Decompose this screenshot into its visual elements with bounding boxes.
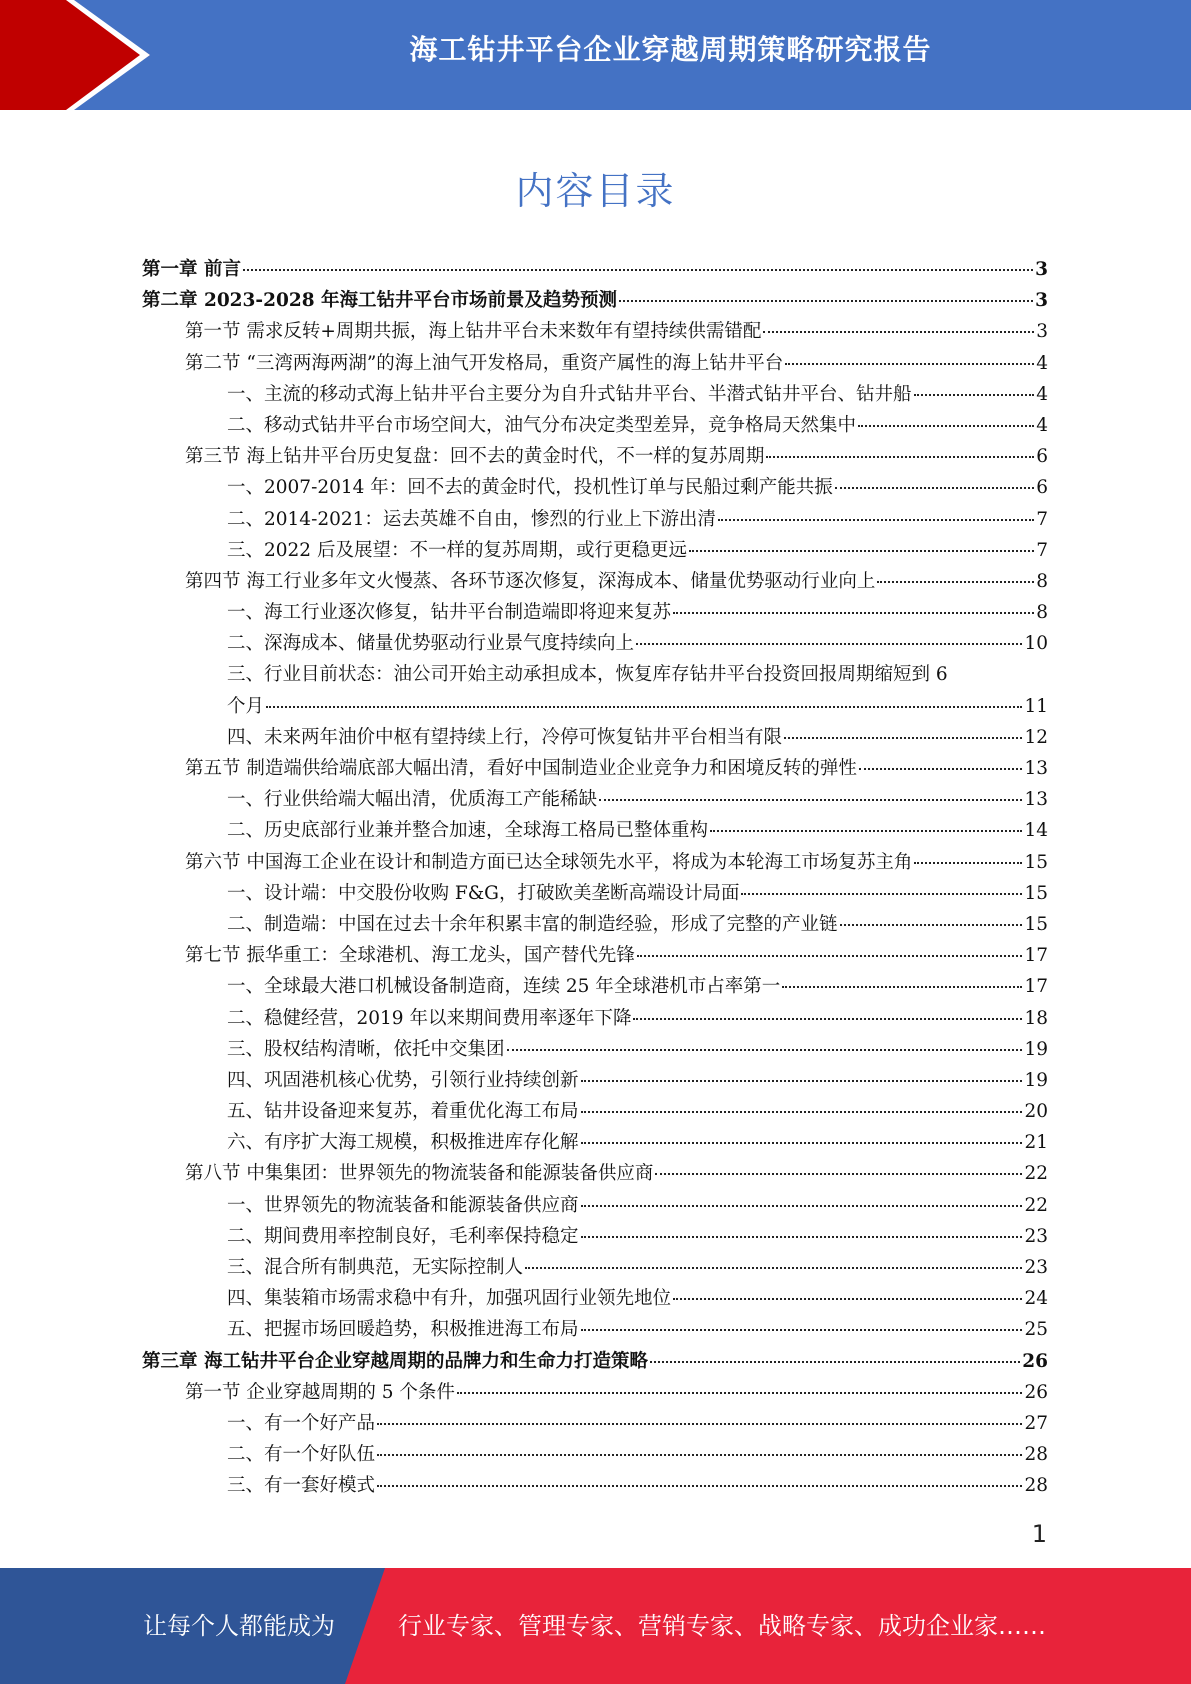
toc-entry[interactable] (142, 472, 1048, 503)
toc-entry-page: 26 (1022, 1350, 1048, 1372)
toc-leader-dots (619, 300, 1033, 302)
page-header (0, 0, 1191, 110)
toc-entry-page: 19 (1024, 1069, 1048, 1091)
toc-entry[interactable] (142, 566, 1048, 597)
toc-entry-text: 五、钻井设备迎来复苏，着重优化海工布局 (227, 1101, 579, 1123)
toc-entry-page: 15 (1024, 882, 1048, 904)
toc-entry[interactable] (142, 940, 1048, 971)
toc-entry-page: 6 (1036, 477, 1048, 499)
toc-entry-text: 三、2022 后及展望：不一样的复苏周期，或行更稳更远 (227, 539, 687, 561)
toc-leader-dots (840, 924, 1023, 926)
toc-entry-page: 18 (1024, 1007, 1048, 1029)
toc-entry-text: 二、移动式钻井平台市场空间大，油气分布决定类型差异，竞争格局天然集中 (227, 414, 857, 436)
toc-leader-dots (581, 1236, 1023, 1238)
toc-entry[interactable] (142, 1221, 1048, 1252)
toc-entry[interactable] (142, 1190, 1048, 1221)
toc-entry[interactable] (142, 784, 1048, 815)
toc-entry[interactable] (142, 1252, 1048, 1283)
toc-entry-text: 一、世界领先的物流装备和能源装备供应商 (227, 1194, 579, 1216)
toc-leader-dots (377, 1454, 1022, 1456)
toc-leader-dots (581, 1080, 1023, 1082)
toc-entry[interactable] (142, 1065, 1048, 1096)
toc-entry-text: 个月 (227, 695, 265, 717)
toc-entry-text: 第五节 制造端供给端底部大幅出清，看好中国制造业企业竞争力和困境反转的弹性 (185, 758, 857, 779)
toc-entry-text: 一、行业供给端大幅出清，优质海工产能稀缺 (227, 789, 598, 811)
toc-entry-page: 4 (1036, 383, 1048, 405)
toc-entry-text: 二、有一个好队伍 (227, 1444, 376, 1466)
toc-leader-dots (636, 643, 1022, 645)
toc-entry-page: 19 (1024, 1038, 1048, 1060)
toc-leader-dots (784, 737, 1022, 739)
toc-entry-text: 二、历史底部行业兼并整合加速，全球海工格局已整体重构 (227, 820, 709, 842)
toc-leader-dots (581, 1329, 1023, 1331)
toc-entry-text: 第七节 振华重工：全球港机、海工龙头，国产替代先锋 (185, 945, 635, 967)
toc-entry-text: 五、把握市场回暖趋势，积极推进海工布局 (227, 1319, 579, 1341)
toc-entry-text: 四、未来两年油价中枢有望持续上行，冷停可恢复钻井平台相当有限 (227, 726, 783, 748)
toc-entry-page: 15 (1024, 913, 1048, 935)
toc-leader-dots (457, 1392, 1023, 1394)
toc-leader-dots (673, 1298, 1022, 1300)
toc-entry-page: 10 (1024, 633, 1048, 655)
toc-entry-page: 8 (1036, 602, 1048, 624)
toc-entry-page: 7 (1036, 539, 1048, 561)
toc-leader-dots (525, 1267, 1022, 1269)
toc-leader-dots (859, 768, 1023, 770)
toc-leader-dots (877, 581, 1034, 583)
toc-entry[interactable] (142, 1346, 1048, 1377)
toc-leader-dots (599, 799, 1022, 801)
toc-leader-dots (377, 1485, 1022, 1487)
toc-entry[interactable] (142, 691, 1048, 722)
toc-entry-text: 一、全球最大港口机械设备制造商，连续 25 年全球港机市占率第一 (227, 976, 781, 998)
toc-entry-text: 一、2007-2014 年：回不去的黄金时代，投机性订单与民船过剩产能共振 (227, 477, 833, 499)
toc-leader-dots (689, 550, 1034, 552)
toc-entry[interactable] (142, 878, 1048, 909)
toc-leader-dots (766, 456, 1034, 458)
toc-leader-dots (835, 487, 1034, 489)
toc-leader-dots (637, 955, 1023, 957)
toc-leader-dots (377, 1423, 1022, 1425)
page-number: 1 (1031, 1520, 1047, 1548)
toc-entry-page: 17 (1024, 945, 1048, 967)
toc-entry[interactable] (142, 1003, 1048, 1034)
toc-entry-page: 13 (1024, 758, 1048, 779)
toc-entry-page: 12 (1024, 726, 1048, 748)
toc-leader-dots (785, 363, 1034, 365)
toc-entry[interactable] (142, 1283, 1048, 1314)
toc-entry-text: 一、海工行业逐次修复，钻井平台制造端即将迎来复苏 (227, 602, 672, 624)
toc-entry-page: 28 (1024, 1475, 1048, 1497)
toc-leader-dots (673, 612, 1034, 614)
page-footer (0, 1568, 1191, 1684)
toc-leader-dots (581, 1142, 1023, 1144)
header-red-chevron (0, 0, 150, 110)
toc-heading: 内容目录 (515, 169, 676, 213)
toc-entry-page: 26 (1024, 1381, 1048, 1403)
toc-entry-page: 22 (1024, 1194, 1048, 1216)
toc-entry-text: 第一节 需求反转+周期共振，海上钻井平台未来数年有望持续供需错配 (185, 321, 762, 343)
footer-slogan-left: 让每个人都能成为 (143, 1612, 335, 1640)
toc-entry-text: 一、主流的移动式海上钻井平台主要分为自升式钻井平台、半潜式钻井平台、钻井船 (227, 383, 912, 405)
toc-entry-text: 三、有一套好模式 (227, 1475, 376, 1497)
toc-entry-page: 22 (1024, 1163, 1048, 1185)
toc-leader-dots (763, 331, 1034, 333)
toc-entry-page: 21 (1024, 1132, 1048, 1154)
toc-leader-dots (914, 862, 1022, 864)
toc-entry-text: 一、有一个好产品 (227, 1412, 376, 1434)
toc-entry[interactable] (142, 1470, 1048, 1501)
toc-entry-page: 27 (1024, 1412, 1048, 1434)
toc-entry[interactable] (142, 348, 1048, 379)
toc-entry[interactable] (142, 815, 1048, 846)
toc-entry-text: 第八节 中集集团：世界领先的物流装备和能源装备供应商 (185, 1163, 654, 1185)
toc-entry-text: 二、深海成本、储量优势驱动行业景气度持续向上 (227, 633, 635, 655)
toc-entry-text: 第一节 企业穿越周期的 5 个条件 (185, 1381, 455, 1403)
toc-entry-page: 3 (1035, 259, 1048, 280)
toc-entry-text: 第三节 海上钻井平台历史复盘：回不去的黄金时代，不一样的复苏周期 (185, 446, 765, 468)
toc-leader-dots (710, 830, 1022, 832)
toc-entry-page: 23 (1024, 1225, 1048, 1247)
toc-entry[interactable] (142, 285, 1048, 316)
toc-entry[interactable] (142, 1314, 1048, 1345)
toc-leader-dots (718, 519, 1034, 521)
toc-leader-dots (507, 1049, 1023, 1051)
toc-entry[interactable] (142, 1034, 1048, 1065)
toc-entry-page: 11 (1024, 695, 1048, 717)
toc-entry-text: 第一章 前言 (142, 259, 241, 280)
toc-entry[interactable] (142, 597, 1048, 628)
footer-slogan-right: 行业专家、管理专家、营销专家、战略专家、成功企业家…… (398, 1612, 1046, 1640)
toc-leader-dots (243, 269, 1033, 271)
toc-entry[interactable] (142, 535, 1048, 566)
toc-entry[interactable] (142, 1408, 1048, 1439)
toc-entry-page: 24 (1024, 1288, 1048, 1310)
toc-entry-text: 二、2014-2021：运去英雄不自由，惨烈的行业上下游出清 (227, 508, 716, 530)
toc-entry[interactable] (142, 504, 1048, 535)
toc-entry-page: 8 (1036, 570, 1048, 592)
toc-entry-text: 二、期间费用率控制良好，毛利率保持稳定 (227, 1225, 579, 1247)
toc-entry-text: 二、制造端：中国在过去十余年积累丰富的制造经验，形成了完整的产业链 (227, 913, 838, 935)
toc-entry-page: 13 (1024, 789, 1048, 811)
toc-entry[interactable] (142, 722, 1048, 753)
toc-leader-dots (914, 394, 1035, 396)
toc-entry-page: 6 (1036, 446, 1048, 468)
toc-entry-text: 二、稳健经营，2019 年以来期间费用率逐年下降 (227, 1007, 632, 1029)
toc-entry-text: 第四节 海工行业多年文火慢蒸、各环节逐次修复，深海成本、储量优势驱动行业向上 (185, 570, 876, 592)
toc-entry-page: 14 (1024, 820, 1048, 842)
toc-entry[interactable] (142, 1377, 1048, 1408)
toc-entry-text: 第二章 2023-2028 年海工钻井平台市场前景及趋势预测 (142, 290, 618, 312)
toc-entry-text: 四、集装箱市场需求稳中有升，加强巩固行业领先地位 (227, 1288, 672, 1310)
toc-entry[interactable] (142, 659, 1048, 690)
toc-entry[interactable] (142, 316, 1048, 347)
toc-entry-text: 六、有序扩大海工规模，积极推进库存化解 (227, 1132, 579, 1154)
toc-entry[interactable] (142, 379, 1048, 410)
toc-entry[interactable] (142, 847, 1048, 878)
toc-entry-page: 20 (1024, 1101, 1048, 1123)
toc-entry[interactable] (142, 254, 1048, 285)
report-title: 海工钻井平台企业穿越周期策略研究报告 (409, 33, 932, 66)
toc-entry-page: 17 (1024, 976, 1048, 998)
toc-entry-page: 28 (1024, 1444, 1048, 1466)
toc-entry-page: 15 (1024, 851, 1048, 873)
toc-leader-dots (581, 1111, 1023, 1113)
toc-entry-text: 第三章 海工钻井平台企业穿越周期的品牌力和生命力打造策略 (142, 1350, 648, 1372)
toc-leader-dots (741, 893, 1022, 895)
toc-entry-page: 23 (1024, 1257, 1048, 1278)
toc-entry-page: 3 (1035, 290, 1048, 312)
toc-entry-text: 四、巩固港机核心优势，引领行业持续创新 (227, 1069, 579, 1091)
toc-entry[interactable] (142, 628, 1048, 659)
toc-entry-text: 第二节 “三湾两海两湖”的海上油气开发格局，重资产属性的海上钻井平台 (185, 352, 784, 374)
toc-entry[interactable] (142, 971, 1048, 1002)
toc-entry[interactable] (142, 1158, 1048, 1189)
toc-entry-text: 一、设计端：中交股份收购 F&G，打破欧美垄断高端设计局面 (227, 882, 740, 904)
toc-entry-text: 三、行业目前状态：油公司开始主动承担成本，恢复库存钻井平台投资回报周期缩短到 6 (227, 664, 948, 686)
toc-entry[interactable] (142, 410, 1048, 441)
toc-entry[interactable] (142, 909, 1048, 940)
toc-entry-text: 第六节 中国海工企业在设计和制造方面已达全球领先水平，将成为本轮海工市场复苏主角 (185, 851, 913, 873)
toc-leader-dots (655, 1173, 1022, 1175)
toc-entry[interactable] (142, 1127, 1048, 1158)
toc-entry[interactable] (142, 441, 1048, 472)
toc-leader-dots (581, 1205, 1023, 1207)
toc-leader-dots (650, 1361, 1020, 1363)
toc-entry[interactable] (142, 753, 1048, 784)
toc-entry-page: 4 (1036, 352, 1048, 374)
toc-entry[interactable] (142, 1439, 1048, 1470)
toc-leader-dots (633, 1018, 1022, 1020)
toc-leader-dots (858, 425, 1034, 427)
toc-entry[interactable] (142, 1096, 1048, 1127)
toc-entry-page: 4 (1036, 414, 1048, 436)
toc-leader-dots (782, 986, 1022, 988)
table-of-contents (142, 254, 1048, 1502)
toc-entry-page: 3 (1036, 321, 1048, 343)
toc-entry-page: 25 (1024, 1319, 1048, 1341)
toc-entry-text: 三、混合所有制典范，无实际控制人 (227, 1257, 524, 1278)
toc-leader-dots (266, 706, 1022, 708)
toc-entry-text: 三、股权结构清晰，依托中交集团 (227, 1038, 505, 1060)
toc-entry-page: 7 (1036, 508, 1048, 530)
